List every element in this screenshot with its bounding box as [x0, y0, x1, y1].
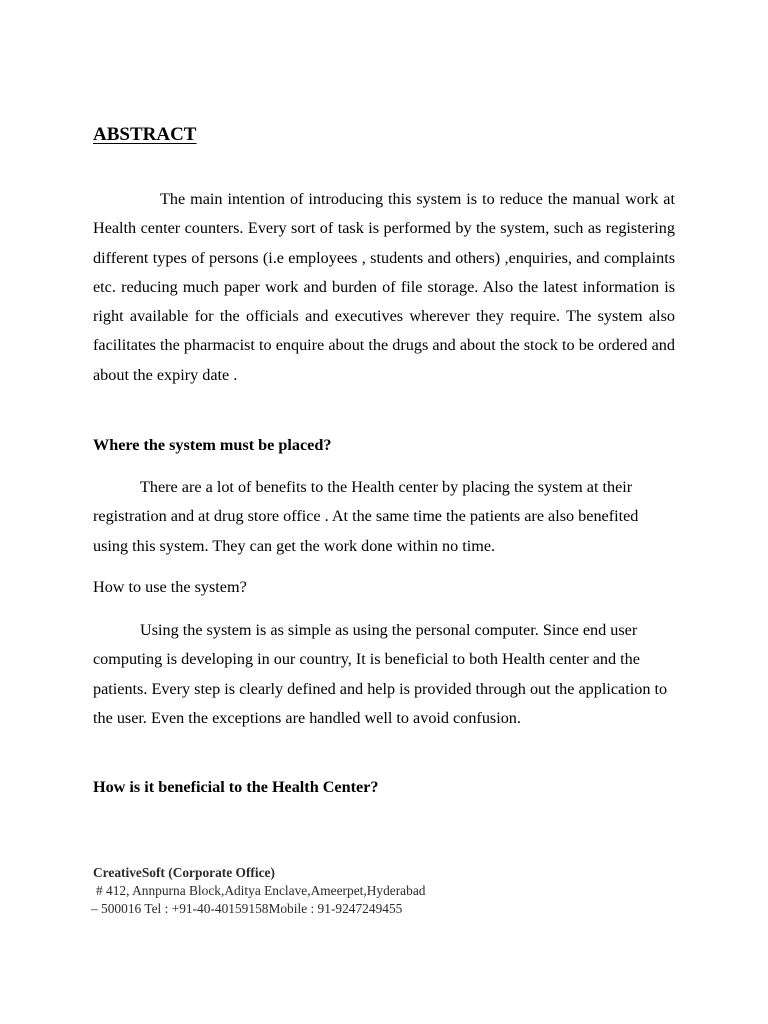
footer-address-line: # 412, Annpurna Block,Aditya Enclave,Ameerpet,Hyderabad: [96, 883, 426, 898]
page-title: ABSTRACT: [93, 124, 197, 145]
abstract-paragraph: The main intention of introducing this system is to reduce the manual work at Health center counters. Every sort of task is performed by the system, such as registering different types of persons (i.e employees , students and others) ,enquiries, and complaints etc. reducing much paper work and burden of file storage. Also the latest information is right available for the officials and executives wherever they require. The system also facilitates the pharmacist to enquire about the drugs and about the stock to be ordered and about the expiry date .: [93, 190, 675, 384]
section-heading-benefit: How is it beneficial to the Health Center?: [93, 778, 379, 796]
usage-paragraph: Using the system is as simple as using the personal computer. Since end user computing is developing in our country, It is beneficial to both Health center and the patients. Every step is clearly defined and help is provided through out the application to the user. Even the exceptions are handled well to avoid confusion.: [93, 621, 668, 727]
section-heading-placement: Where the system must be placed?: [93, 436, 332, 454]
footer-address-block: [93, 864, 425, 918]
section-heading-usage: How to use the system?: [93, 578, 247, 596]
footer-contact-line: – 500016 Tel : +91-40-40159158Mobile : 91-9247249455: [91, 901, 403, 916]
placement-paragraph: There are a lot of benefits to the Health center by placing the system at their registration and at drug store office . At the same time the patients are also benefited using this system. They can get the work done within no time.: [93, 478, 639, 555]
footer-company-name: CreativeSoft (Corporate Office): [93, 865, 275, 880]
